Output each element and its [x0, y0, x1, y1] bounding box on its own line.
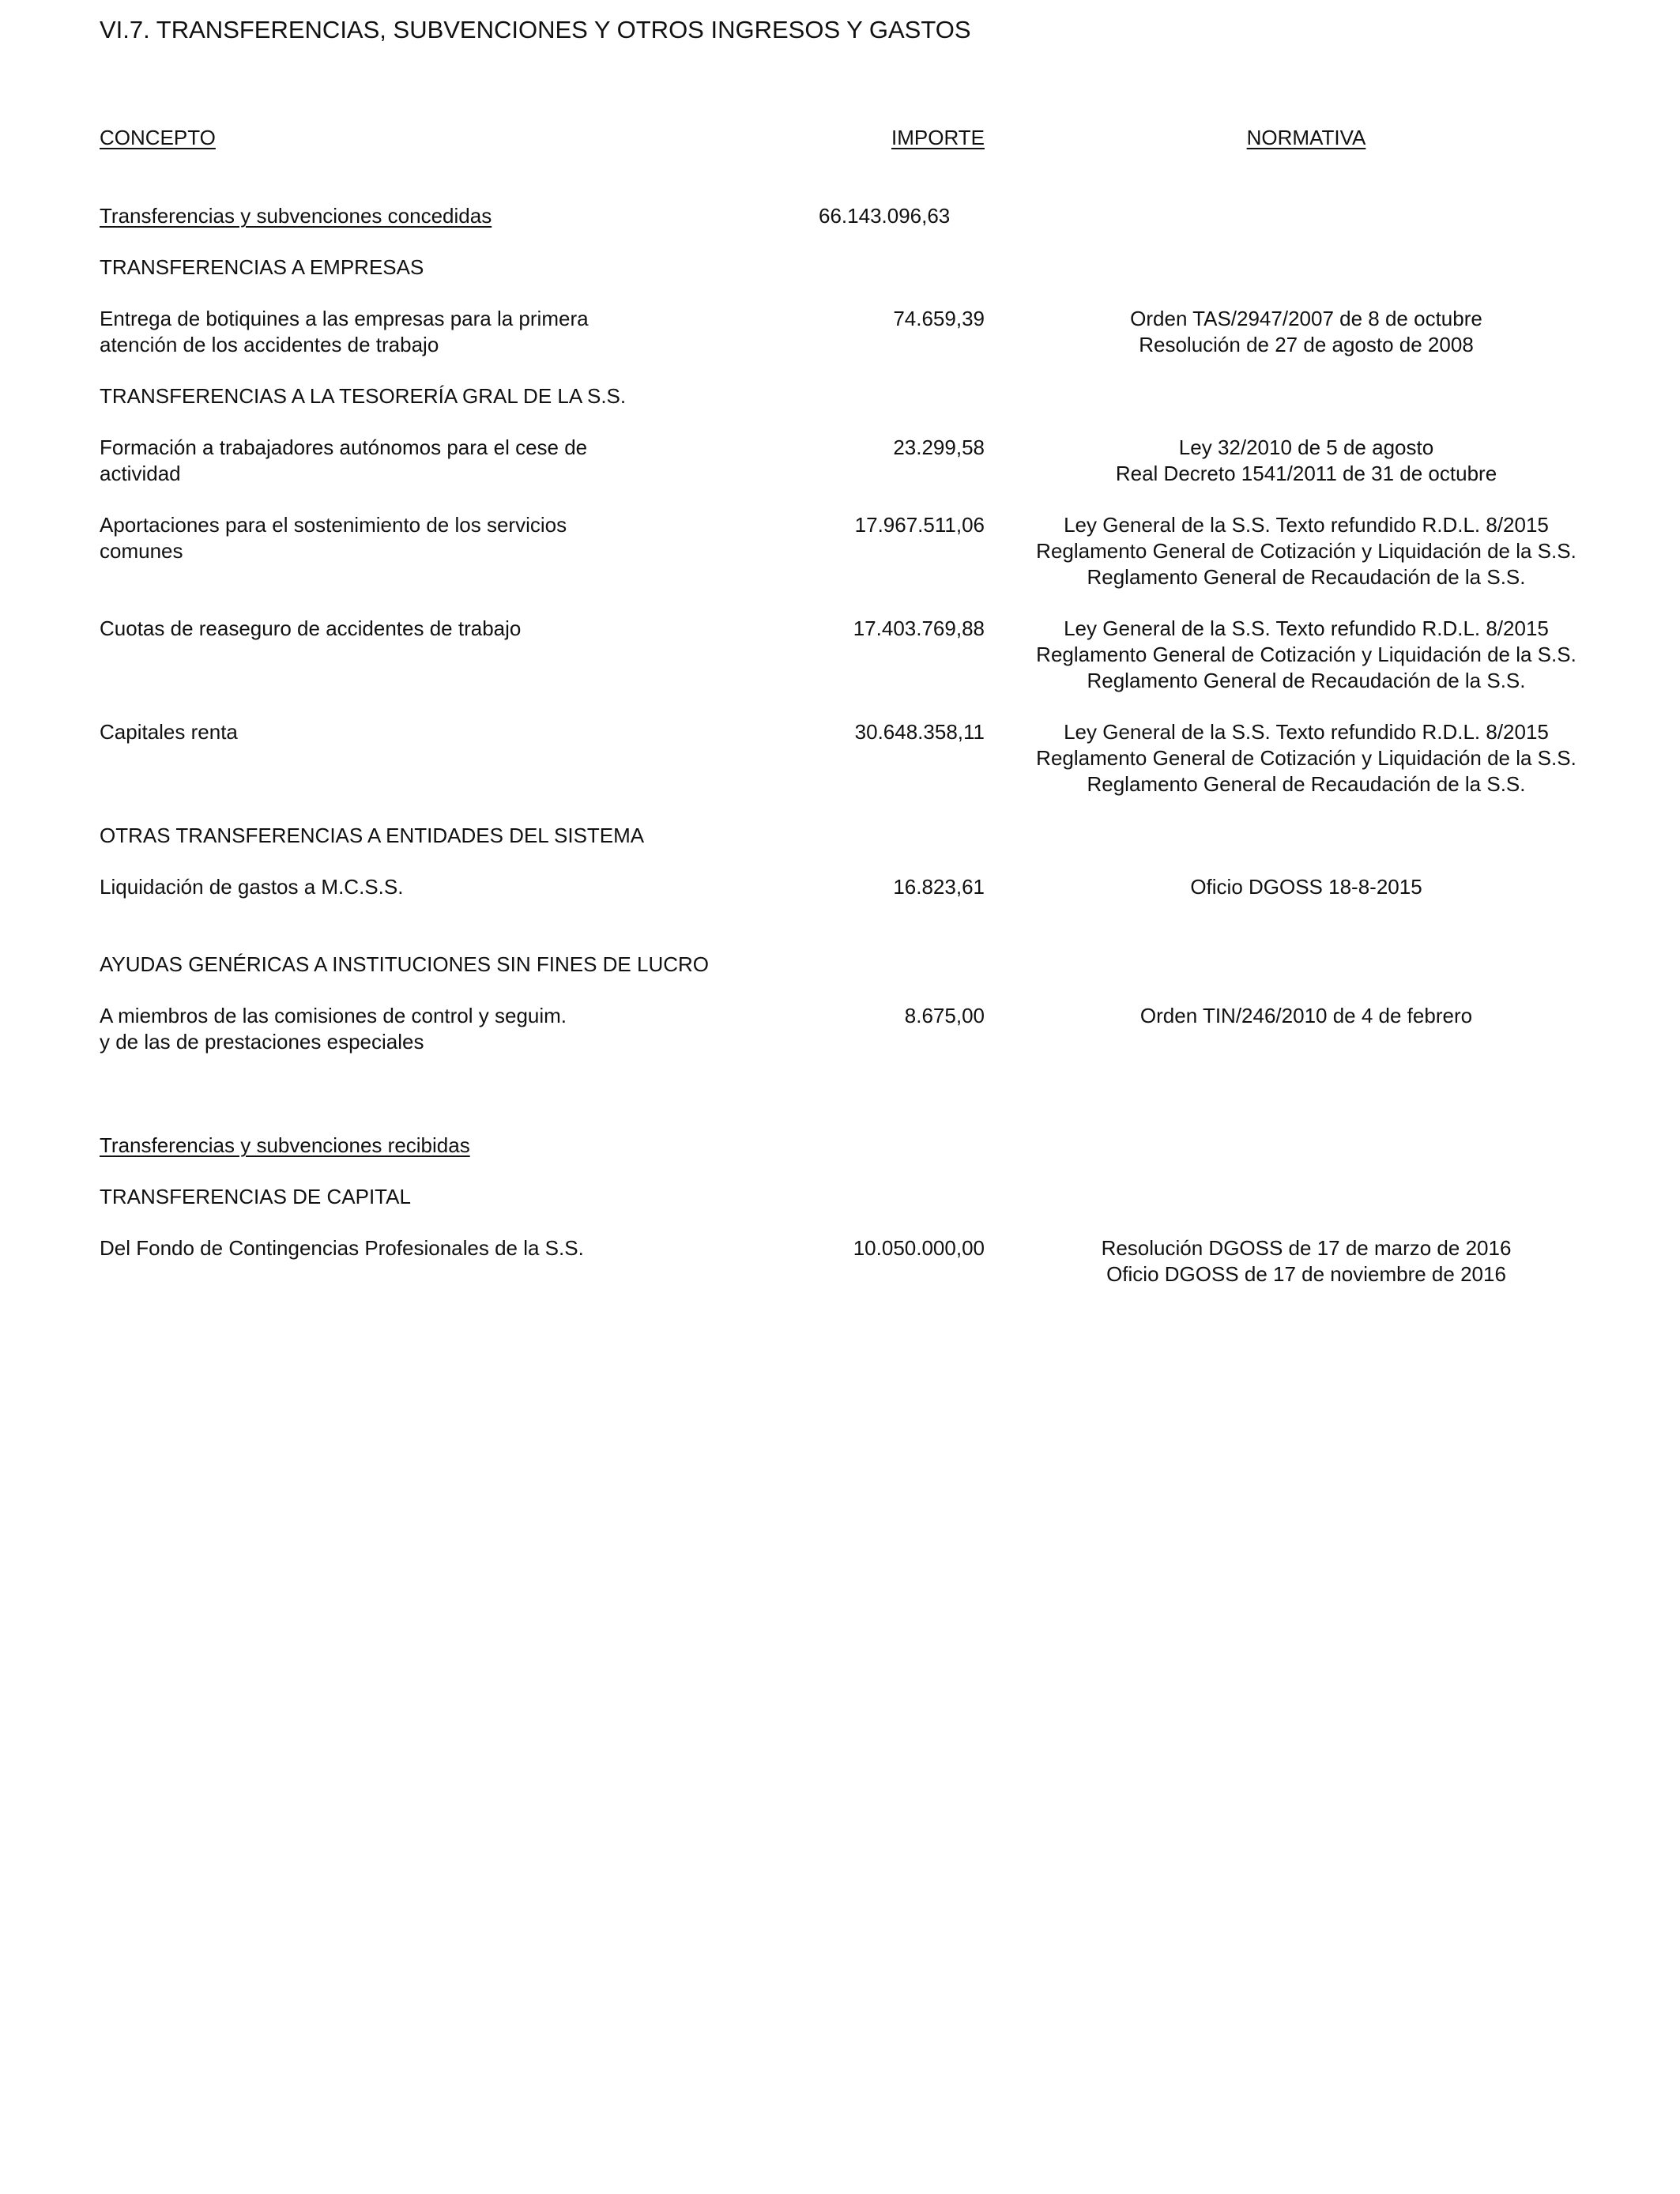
- row-concept: Entrega de botiquines a las empresas para la primera: [100, 307, 589, 330]
- row-amount: 30.648.358,11: [854, 720, 985, 744]
- group-heading-otras: OTRAS TRANSFERENCIAS A ENTIDADES DEL SISTEMA: [100, 824, 645, 847]
- row-amount: 17.967.511,06: [854, 513, 985, 537]
- row-amount: 16.823,61: [893, 875, 985, 899]
- row-norm: Orden TAS/2947/2007 de 8 de octubre: [1130, 307, 1482, 330]
- group-heading-empresas: TRANSFERENCIAS A EMPRESAS: [100, 255, 424, 279]
- group-heading-tesoreria: TRANSFERENCIAS A LA TESORERÍA GRAL DE LA S.S.: [100, 384, 627, 408]
- row-amount: 17.403.769,88: [853, 616, 985, 640]
- row-amount: 23.299,58: [893, 435, 985, 459]
- row-norm: Ley General de la S.S. Texto refundido R.D.L. 8/2015: [1064, 616, 1549, 640]
- row-concept: comunes: [100, 539, 183, 563]
- row-norm: Ley General de la S.S. Texto refundido R.D.L. 8/2015: [1064, 513, 1549, 537]
- row-concept: Liquidación de gastos a M.C.S.S.: [100, 875, 404, 899]
- row-norm: Reglamento General de Cotización y Liquidación de la S.S.: [1036, 539, 1576, 563]
- row-concept: Cuotas de reaseguro de accidentes de trabajo: [100, 616, 522, 640]
- header-importe: IMPORTE: [891, 126, 985, 149]
- row-norm: Orden TIN/246/2010 de 4 de febrero: [1139, 1004, 1473, 1027]
- row-norm: Ley General de la S.S. Texto refundido R.D.L. 8/2015: [1064, 720, 1549, 744]
- header-concepto: CONCEPTO: [100, 126, 216, 149]
- page-title: VI.7. TRANSFERENCIAS, SUBVENCIONES Y OTROS INGRESOS Y GASTOS: [100, 16, 971, 43]
- row-concept: Capitales renta: [100, 720, 238, 744]
- row-concept: Formación a trabajadores autónomos para el cese de: [100, 435, 588, 459]
- section-recibidas-label: Transferencias y subvenciones recibidas: [100, 1133, 470, 1157]
- row-amount: 10.050.000,00: [853, 1236, 985, 1260]
- header-normativa: NORMATIVA: [1246, 126, 1366, 149]
- row-norm: Reglamento General de Recaudación de la S.S.: [1087, 669, 1526, 692]
- row-amount: 74.659,39: [893, 307, 985, 330]
- row-norm: Reglamento General de Recaudación de la S.S.: [1087, 565, 1526, 589]
- row-norm: Real Decreto 1541/2011 de 31 de octubre: [1115, 462, 1497, 485]
- row-concept: A miembros de las comisiones de control y seguim.: [100, 1004, 567, 1027]
- row-norm: Reglamento General de Cotización y Liquidación de la S.S.: [1036, 643, 1576, 666]
- row-concept: Del Fondo de Contingencias Profesionales de la S.S.: [100, 1236, 584, 1260]
- row-amount: 8.675,00: [904, 1004, 985, 1027]
- row-norm: Reglamento General de Cotización y Liquidación de la S.S.: [1036, 746, 1576, 770]
- row-concept: actividad: [100, 462, 181, 485]
- group-heading-ayudas: AYUDAS GENÉRICAS A INSTITUCIONES SIN FINES DE LUCRO: [100, 952, 709, 976]
- row-norm: Oficio DGOSS 18-8-2015: [1190, 875, 1422, 899]
- group-heading-capital: TRANSFERENCIAS DE CAPITAL: [100, 1185, 411, 1208]
- row-concept: y de las de prestaciones especiales: [100, 1030, 424, 1054]
- row-norm: Resolución de 27 de agosto de 2008: [1139, 333, 1474, 356]
- row-norm: Resolución DGOSS de 17 de marzo de 2016: [1101, 1236, 1512, 1260]
- section-concedidas-total: 66.143.096,63: [819, 204, 951, 228]
- row-norm: Ley 32/2010 de 5 de agosto: [1178, 435, 1434, 459]
- row-concept: atención de los accidentes de trabajo: [100, 333, 439, 356]
- row-norm: Reglamento General de Recaudación de la S.S.: [1087, 772, 1526, 796]
- row-concept: Aportaciones para el sostenimiento de los servicios: [100, 513, 567, 537]
- section-concedidas-label: Transferencias y subvenciones concedidas: [100, 204, 492, 228]
- row-norm: Oficio DGOSS de 17 de noviembre de 2016: [1106, 1262, 1506, 1286]
